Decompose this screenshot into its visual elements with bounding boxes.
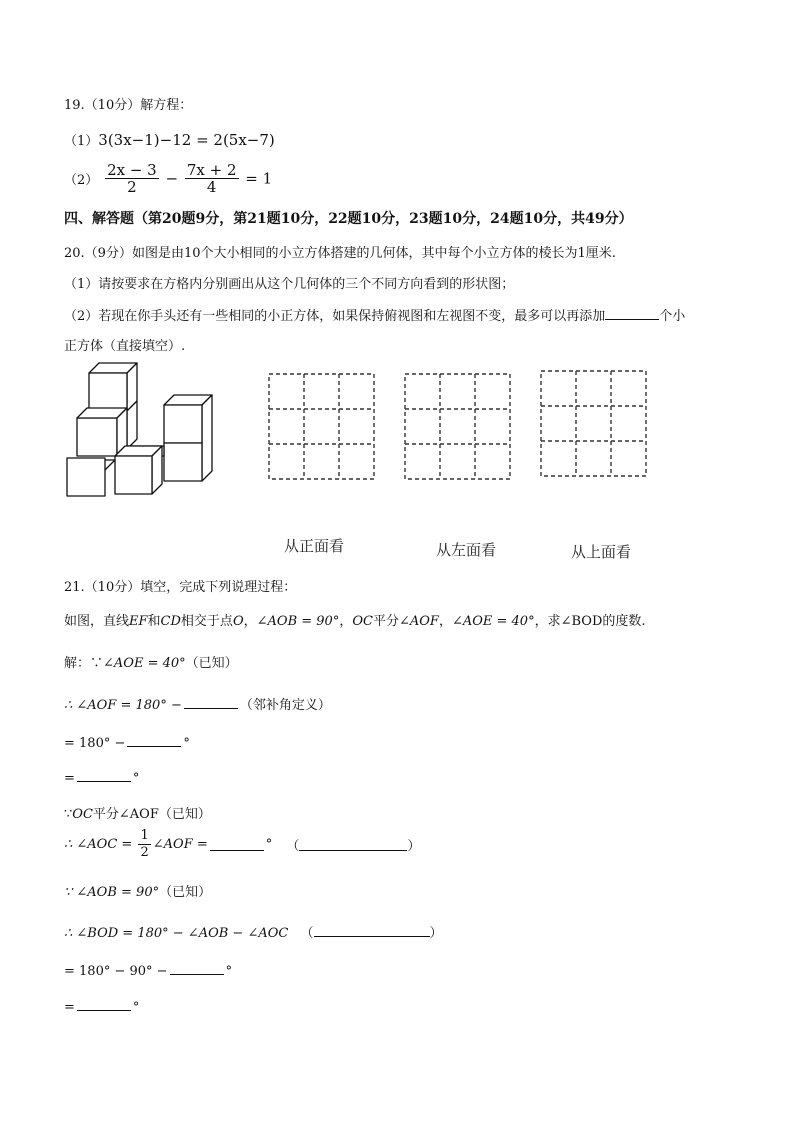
q19-part1 [64, 130, 275, 149]
paren-open: （ [286, 839, 300, 854]
caption-top-view: 从上面看 [571, 543, 632, 561]
proof-line-1 [64, 652, 238, 671]
degree-sign: ° [132, 1000, 140, 1015]
reason-supplementary: （邻补角定义） [239, 698, 331, 713]
proof-aob: ∵ ∠AOB = 90° [64, 885, 160, 900]
q19-part2-label: （2） [64, 173, 99, 188]
reason-known: （已知） [159, 885, 212, 900]
q20-part1: （1）请按要求在方格内分别画出从这个几何体的三个不同方向看到的形状图； [64, 277, 515, 292]
q19-heading: 19.（10分）解方程： [64, 98, 193, 113]
fraction-half-denominator: 2 [140, 845, 149, 860]
fraction-2-denominator: 4 [206, 178, 217, 196]
ray-oc: OC [72, 807, 93, 822]
stmt-text-a: 如图，直线 [64, 614, 130, 629]
answer-blank[interactable] [184, 696, 238, 709]
q20-part2-text: （2）若现在你手头还有一些相同的小正方体，如果保持俯视图和左视图不变，最多可以再添加 [64, 309, 606, 324]
proof-aoe: ∠AOE = 40° [103, 656, 186, 671]
proof-line-8 [64, 922, 443, 941]
angle-aob: ∠AOB = 90° [256, 614, 340, 629]
fraction-1-numerator: 2x − 3 [107, 161, 157, 179]
degree-sign: ° [225, 964, 233, 979]
q19-part2 [64, 162, 272, 195]
proof-text: 平分∠AOF（已知） [92, 807, 211, 822]
stmt-ask: ，求∠BOD的度数. [534, 614, 646, 629]
angle-aoe: ∠AOE = 40° [451, 614, 535, 629]
proof-line-9 [64, 962, 232, 979]
stmt-and: 和 [147, 614, 161, 629]
caption-front-view: 从正面看 [284, 537, 345, 555]
stmt-bisect: 平分 [372, 614, 399, 629]
fraction-half-numerator: 1 [140, 828, 149, 843]
grid-left-view[interactable] [404, 373, 512, 481]
fraction-half [138, 828, 150, 861]
paren-close: ） [407, 839, 421, 854]
proof-aof-term: ∠AOF = [152, 837, 208, 852]
q20-heading: 20.（9分）如图是由10个大小相同的小立方体搭建的几何体，其中每个小立方体的棱长为1厘米. [64, 246, 616, 261]
because-sign: ∵ [64, 807, 73, 822]
answer-blank[interactable] [77, 769, 131, 782]
line-cd: CD [160, 614, 181, 629]
proof-line-2 [64, 694, 331, 713]
degree-sign: ° [183, 736, 190, 751]
q20-part2-line1 [64, 305, 685, 324]
q20-part2-line2: 正方体（直接填空）. [64, 339, 186, 354]
proof-line-4 [64, 769, 139, 786]
stmt-text-b: 相交于点 [180, 614, 233, 629]
reason-known: （已知） [185, 656, 238, 671]
proof-text: = [64, 1000, 75, 1015]
section-4-heading: 四、解答题（第20题9分，第21题10分，22题10分，23题10分，24题10分，共49分） [64, 211, 633, 227]
cube-front-face [89, 373, 127, 411]
fraction-2-numerator: 7x + 2 [186, 161, 237, 179]
reason-blank[interactable] [299, 838, 407, 851]
equation-rhs: = 1 [245, 169, 273, 188]
degree-sign: ° [132, 771, 140, 786]
grid-top-view[interactable] [540, 370, 648, 478]
caption-left-view: 从左面看 [436, 541, 497, 559]
proof-text: = 180° − 90° − [64, 964, 168, 979]
proof-text: = [64, 771, 75, 786]
angle-aof: ∠AOF [398, 614, 439, 629]
q21-heading: 21.（10分）填空，完成下列说理过程： [64, 580, 297, 595]
fraction-1 [105, 162, 159, 195]
answer-blank[interactable] [170, 962, 224, 975]
cube-figure [62, 358, 218, 500]
proof-prefix: 解：∵ [64, 656, 104, 671]
q19-part1-label: （1） [64, 134, 99, 149]
paren-open: （ [300, 926, 314, 941]
proof-line-3 [64, 734, 190, 751]
proof-line-10 [64, 998, 139, 1015]
ray-oc: OC [352, 614, 373, 629]
answer-blank[interactable] [210, 838, 264, 851]
line-ef: EF [129, 614, 148, 629]
answer-blank[interactable] [605, 307, 659, 320]
degree-sign: ° [265, 837, 273, 852]
answer-blank[interactable] [127, 734, 181, 747]
q19-part1-equation: 3(3x−1)−12 = 2(5x−7) [98, 131, 275, 149]
fraction-2 [185, 162, 239, 195]
proof-line-6 [64, 828, 420, 861]
point-o: O [232, 614, 244, 629]
paren-close: ） [429, 926, 443, 941]
proof-line-7 [64, 881, 211, 900]
answer-blank[interactable] [77, 998, 131, 1011]
proof-line-5 [64, 803, 211, 822]
proof-bod-eq: ∴ ∠BOD = 180° − ∠AOB − ∠AOC [64, 926, 289, 941]
grid-front-view[interactable] [268, 373, 376, 481]
reason-blank[interactable] [314, 924, 430, 937]
proof-aoc-eq: ∴ ∠AOC = [64, 837, 133, 852]
q21-statement: 如图，直线EF和CD相交于点O，∠AOB = 90°，OC平分∠AOF，∠AOE = 40°，求∠BOD的度数. [64, 614, 646, 629]
minus-sign: − [165, 169, 179, 188]
q20-part2-tail: 个小 [659, 309, 686, 324]
proof-text: = 180° − [64, 736, 126, 751]
proof-aof-eq: ∴ ∠AOF = 180° − [64, 698, 182, 713]
fraction-1-denominator: 2 [127, 178, 137, 196]
